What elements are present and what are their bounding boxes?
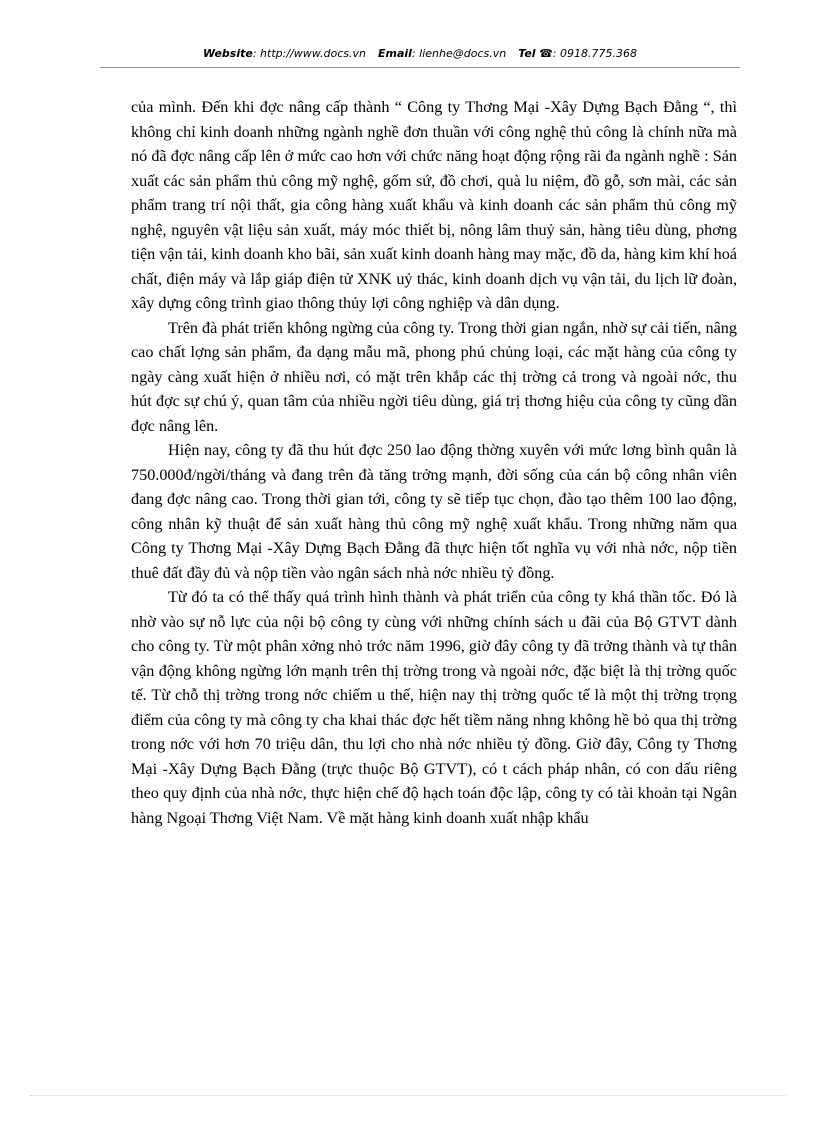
tel-value: : 0918.775.368 <box>552 47 637 60</box>
document-body <box>131 95 737 830</box>
paragraph-1: của mình. Đến khi đợc nâng cấp thành “ Công ty Thơng Mại -Xây Dựng Bạch Đằng “, thì không chỉ kinh doanh những ngành nghề đơn thuần với công nghệ thủ công là chính nữa mà nó đã đợc nâng cấp lên ở mức cao hơn với chức năng hoạt động rộng rãi đa ngành nghề : Sản xuất các sản phẩm thủ công mỹ nghệ, gốm sứ, đồ chơi, quà lu niệm, đồ gỗ, sơn mài, các sản phẩm trang trí nội thất, gia công hàng xuất khẩu và kinh doanh các sản phẩm thủ công mỹ nghệ, nguyên vật liệu sản xuất, máy móc thiết bị, nông lâm thuỷ sản, hàng tiêu dùng, phơng tiện vận tải, kinh doanh kho bãi, sản xuất kinh doanh hàng may mặc, đồ da, hàng kim khí hoá chất, điện máy và lắp giáp điện tử XNK uỷ thác, kinh doanh dịch vụ vận tải, du lịch lữ đoàn, xây dựng công trình giao thông thủy lợi công nghiệp và dân dụng. <box>131 98 737 312</box>
footer-divider <box>30 1095 786 1096</box>
header-divider <box>100 67 740 68</box>
email-value: : lienhe@docs.vn <box>411 47 507 60</box>
paragraph-3: Hiện nay, công ty đã thu hút đợc 250 lao động thờng xuyên với mức lơng bình quân là 750.000đ/ngời/tháng và đang trên đà tăng trởng mạnh, đời sống của cán bộ công nhân viên đang đợc nâng cao. Trong thời gian tới, công ty sẽ tiếp tục chọn, đào tạo thêm 100 lao động, công nhân kỹ thuật để sản xuất hàng thủ công mỹ nghệ xuất khẩu. Trong những năm qua Công ty Thơng Mại -Xây Dựng Bạch Đằng đã thực hiện tốt nghĩa vụ với nhà nớc, nộp tiền thuê đất đầy đủ và nộp tiền vào ngân sách nhà nớc nhiều tỷ đồng. <box>131 441 737 582</box>
website-value: : http://www.docs.vn <box>252 47 367 60</box>
phone-icon: ☎ <box>539 47 553 60</box>
page-header <box>100 47 740 60</box>
email-label: Email <box>378 47 412 60</box>
website-label: Website <box>203 47 253 60</box>
tel-label: Tel <box>518 47 536 60</box>
paragraph-4: Từ đó ta có thể thấy quá trình hình thành và phát triển của công ty khá thần tốc. Đó là nhờ vào sự nỗ lực của nội bộ công ty cùng với những chính sách u đãi của Bộ GTVT dành cho công ty. Từ một phân xởng nhỏ trớc năm 1996, giờ đây công ty đã trởng thành và tự thân vận động không ngừng lớn mạnh trên thị trờng trong và ngoài nớc, đặc biệt là thị trờng quốc tế. Từ chỗ thị trờng trong nớc chiếm u thế, hiện nay thị trờng quốc tế là một thị trờng trọng điểm của công ty mà công ty cha khai thác đợc hết tiềm năng nhng không hề bỏ qua thị trờng trong nớc với hơn 70 triệu dân, thu lợi cho nhà nớc nhiều tỷ đồng. Giờ đây, Công ty Thơng Mại -Xây Dựng Bạch Đằng (trực thuộc Bộ GTVT), có t cách pháp nhân, có con dấu riêng theo quy định của nhà nớc, thực hiện chế độ hạch toán độc lập, công ty có tài khoản tại Ngân hàng Ngoại Thơng Việt Nam. Về mặt hàng kinh doanh xuất nhập khẩu <box>131 588 737 827</box>
paragraph-2: Trên đà phát triển không ngừng của công ty. Trong thời gian ngắn, nhờ sự cải tiến, nâng cao chất lợng sản phẩm, đa dạng mẫu mã, phong phú chủng loại, các mặt hàng của công ty ngày càng xuất hiện ở nhiều nơi, có mặt trên khắp các thị trờng cả trong và ngoài nớc, thu hút đợc sự chú ý, quan tâm của nhiều ngời tiêu dùng, giá trị thơng hiệu của công ty cũng dần đợc nâng lên. <box>131 318 737 435</box>
